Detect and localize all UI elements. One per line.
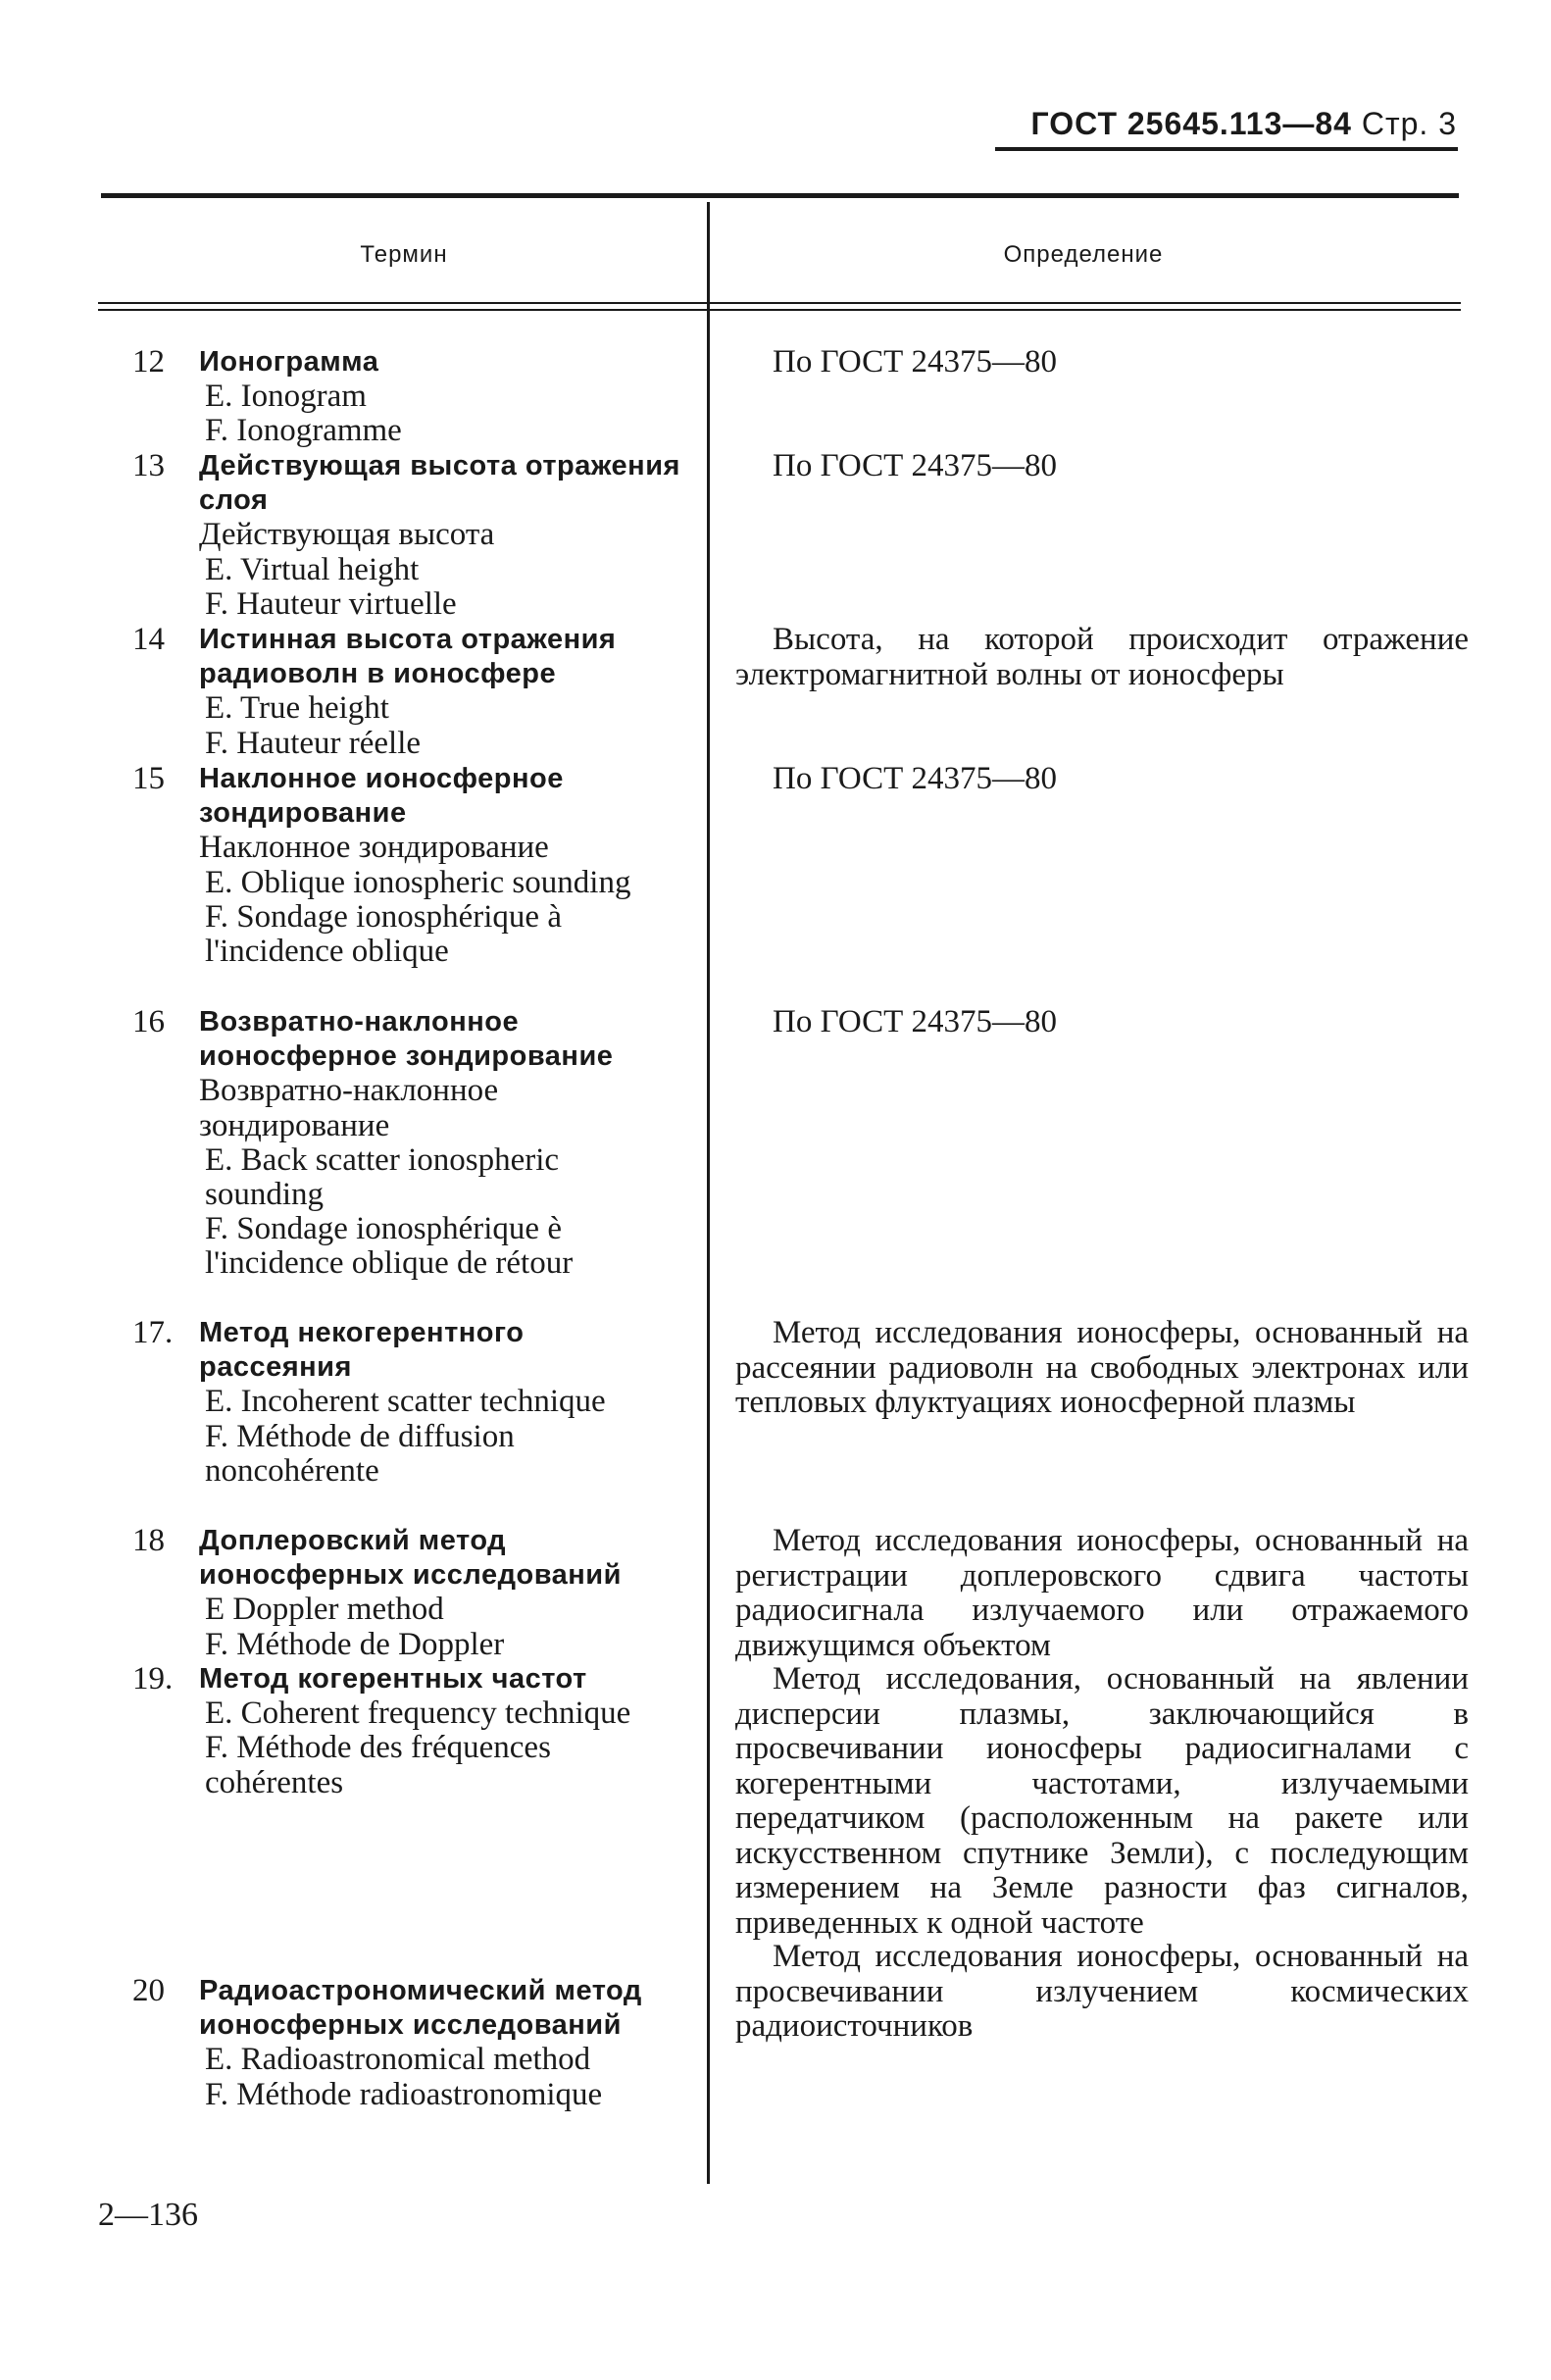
definition-14: Высота, на которой происходит отражение электромагнитной волны от ионосферы [735,622,1469,692]
header-double-rule-top [98,302,1461,304]
definition-19: Метод исследования, основанный на явлении дисперсии плазмы, заключающийся в просвечивании ионосферы радиосигналами с когерентными частотами, излучаемыми передатчиком (расположенным на ракете или искусственном спутнике Земли), с последующим измерением на Земле разности фаз сигналов, приведенных к одной частоте [735,1661,1469,1941]
definition-16: По ГОСТ 24375—80 [773,1004,1057,1039]
term-english: E. Radioastronomical method [205,2042,591,2078]
term-french: F. Méthode de diffusion noncohérente [205,1418,515,1489]
term-name: Метод когерентных частот [199,1663,587,1695]
term-entry-13 [132,449,684,622]
term-french: F. Hauteur réelle [205,725,422,761]
column-header-definition: Определение [1003,241,1164,268]
definition-20: Метод исследования ионосферы, основанный на просвечивании излучением космических радиоисточников [735,1939,1469,2044]
definition-18: Метод исследования ионосферы, основанный на регистрации доплеровского сдвига частоты радиосигнала излучаемого или отражаемого движущимся объектом [735,1523,1469,1663]
term-name: Возвратно-наклонное ионосферное зондирование [199,1006,614,1073]
term-french: F. Méthode de Doppler [205,1626,505,1662]
page-code-footer: 2—136 [98,2197,198,2233]
term-number: 15 [132,761,165,796]
definition-17: Метод исследования ионосферы, основанный на рассеянии радиоволн на свободных электронах или тепловых флуктуациях ионосферной плазмы [735,1315,1469,1420]
term-name: Ионограмма [199,346,379,378]
term-french: F. Hauteur virtuelle [205,585,457,622]
term-entry-19 [132,1662,684,1800]
term-number: 18 [132,1523,165,1558]
column-divider [707,202,710,2184]
term-synonym: Наклонное зондирование [199,830,549,866]
term-french: F. Sondage ionosphérique è l'incidence oblique de rétour [205,1211,574,1282]
term-english: E. Virtual height [205,551,420,587]
term-number: 14 [132,622,165,657]
definition-13: По ГОСТ 24375—80 [773,448,1057,483]
term-name: Метод некогерентного рассеяния [199,1317,525,1384]
term-name: Наклонное ионосферное зондирование [199,763,564,830]
term-english: E. Coherent frequency technique [205,1696,631,1732]
term-english: E Doppler method [205,1592,444,1628]
term-french: F. Méthode des fréquences cohérentes [205,1730,551,1800]
term-number: 13 [132,448,165,483]
term-english: E. Incoherent scatter technique [205,1384,606,1420]
term-number: 20 [132,1973,165,2008]
term-name: Действующая высота отражения слоя [199,450,680,517]
term-entry-16 [132,1005,684,1282]
term-french: F. Méthode radioastronomique [205,2076,603,2112]
term-english: E. Back scatter ionospheric sounding [205,1141,560,1213]
table-top-rule [101,193,1459,198]
column-header-term: Термин [360,241,448,268]
term-english: E. Ionogram [205,379,367,415]
term-entry-18 [132,1524,684,1662]
term-synonym: Возвратно-наклонное зондирование [199,1073,499,1143]
term-entry-12 [132,345,684,449]
term-number: 16 [132,1004,165,1039]
term-entry-20 [132,1974,684,2112]
definition-12: По ГОСТ 24375—80 [773,344,1057,380]
header-rule [995,147,1458,151]
term-number: 19. [132,1661,174,1696]
term-french: F. Ionogramme [205,413,402,449]
term-name: Доплеровский метод ионосферных исследований [199,1525,622,1592]
term-name: Радиоастрономический метод ионосферных исследований [199,1975,642,2042]
definition-15: По ГОСТ 24375—80 [773,761,1057,796]
term-number: 12 [132,344,165,380]
term-french: F. Sondage ionosphérique à l'incidence oblique [205,898,562,970]
term-entry-14 [132,623,684,761]
term-entry-15 [132,762,684,969]
term-synonym: Действующая высота [199,517,495,553]
standard-number: ГОСТ 25645.113—84 [1030,106,1352,141]
term-name: Истинная высота отражения радиоволн в ионосфере [199,624,617,690]
term-english: E. Oblique ionospheric sounding [205,864,631,900]
term-english: E. True height [205,690,389,727]
term-number: 17. [132,1315,174,1350]
term-entry-17 [132,1316,684,1489]
page-number: Стр. 3 [1361,106,1457,141]
header-double-rule-bottom [98,309,1461,311]
page-header [1031,106,1457,142]
